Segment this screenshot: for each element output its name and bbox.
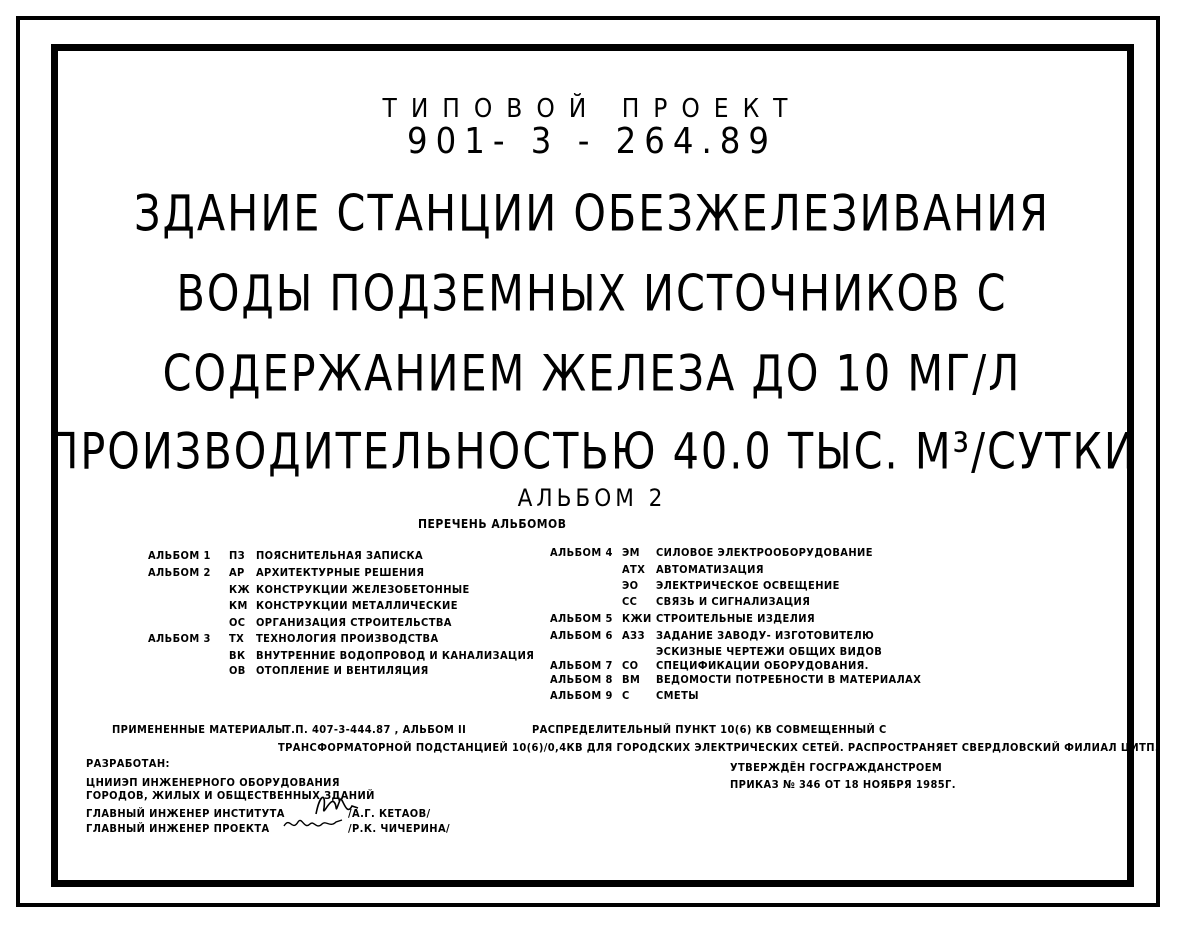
- list-code: ЭО: [622, 579, 639, 592]
- list-text: ПОЯСНИТЕЛЬНАЯ ЗАПИСКА: [256, 549, 424, 562]
- list-text: ЭЛЕКТРИЧЕСКОЕ ОСВЕЩЕНИЕ: [656, 579, 840, 592]
- list-code: СО: [622, 659, 639, 672]
- list-text: СМЕТЫ: [656, 689, 699, 702]
- list-album: АЛЬБОМ 7: [550, 659, 613, 672]
- list-album: АЛЬБОМ 9: [550, 689, 613, 702]
- title-line-1: ЗДАНИЕ СТАНЦИИ ОБЕЗЖЕЛЕЗИВАНИЯ: [134, 183, 1050, 243]
- list-text: ЗАДАНИЕ ЗАВОДУ- ИЗГОТОВИТЕЛЮ: [656, 629, 875, 642]
- list-album: АЛЬБОМ 8: [550, 673, 613, 686]
- list-code: КМ: [229, 599, 248, 612]
- list-album: АЛЬБОМ 6: [550, 629, 613, 642]
- list-code: С: [622, 689, 630, 702]
- title-line-3: СОДЕРЖАНИЕМ ЖЕЛЕЗА ДО 10 МГ/Л: [162, 343, 1022, 403]
- project-number: 901- 3 - 264.89: [407, 121, 777, 162]
- list-album: АЛЬБОМ 4: [550, 546, 613, 559]
- list-code: ОС: [229, 616, 246, 629]
- list-text: ТЕХНОЛОГИЯ ПРОИЗВОДСТВА: [256, 632, 439, 645]
- list-code: АР: [229, 566, 245, 579]
- list-text: ЭСКИЗНЫЕ ЧЕРТЕЖИ ОБЩИХ ВИДОВ: [656, 645, 883, 658]
- list-code: КЖИ: [622, 612, 652, 625]
- list-text: ВЕДОМОСТИ ПОТРЕБНОСТИ В МАТЕРИАЛАХ: [656, 673, 922, 686]
- list-code: КЖ: [229, 583, 251, 596]
- approved-line-1: УТВЕРЖДЁН ГОСГРАЖДАНСТРОЕМ: [730, 761, 943, 774]
- list-text: СПЕЦИФИКАЦИИ ОБОРУДОВАНИЯ.: [656, 659, 869, 672]
- list-code: АЗЗ: [622, 629, 645, 642]
- developed-label: РАЗРАБОТАН:: [86, 757, 170, 770]
- list-code: ЭМ: [622, 546, 640, 559]
- list-text: ВНУТРЕННИЕ ВОДОПРОВОД И КАНАЛИЗАЦИЯ: [256, 649, 535, 662]
- list-code: ОВ: [229, 664, 246, 677]
- materials-label: ПРИМЕНЕННЫЕ МАТЕРИАЛЫ:: [112, 723, 290, 736]
- list-text: ОТОПЛЕНИЕ И ВЕНТИЛЯЦИЯ: [256, 664, 429, 677]
- list-text: СВЯЗЬ И СИГНАЛИЗАЦИЯ: [656, 595, 811, 608]
- materials-line-2: ТРАНСФОРМАТОРНОЙ ПОДСТАНЦИЕЙ 10(6)/0,4КВ ДЛЯ ГОРОДСКИХ ЭЛЕКТРИЧЕСКИХ СЕТЕЙ. РАСПРОСТРАНЯЕТ СВЕРДЛОВСКИЙ ФИЛИАЛ ЦИТП.: [278, 741, 1160, 754]
- chief-project-name: /Р.К. ЧИЧЕРИНА/: [348, 822, 451, 835]
- list-album: АЛЬБОМ 2: [148, 566, 211, 579]
- developed-org-2: ГОРОДОВ, ЖИЛЫХ И ОБЩЕСТВЕННЫХ ЗДАНИЙ: [86, 789, 375, 802]
- list-album: АЛЬБОМ 5: [550, 612, 613, 625]
- list-text: ОРГАНИЗАЦИЯ СТРОИТЕЛЬСТВА: [256, 616, 452, 629]
- list-code: ВМ: [622, 673, 641, 686]
- signature-chief-project: [282, 812, 344, 836]
- chief-institute-name: /А.Г. КЕТАОВ/: [348, 807, 431, 820]
- list-text: КОНСТРУКЦИИ ЖЕЛЕЗОБЕТОННЫЕ: [256, 583, 470, 596]
- list-title: ПЕРЕЧЕНЬ АЛЬБОМОВ: [418, 517, 567, 531]
- materials-value: Т.П. 407-3-444.87 , АЛЬБОМ II: [284, 723, 467, 736]
- title-line-4: ПРОИЗВОДИТЕЛЬНОСТЬЮ 40.0 ТЫС. М³/СУТКИ: [47, 421, 1137, 481]
- chief-project-label: ГЛАВНЫЙ ИНЖЕНЕР ПРОЕКТА: [86, 822, 270, 835]
- list-text: АВТОМАТИЗАЦИЯ: [656, 563, 764, 576]
- list-text: КОНСТРУКЦИИ МЕТАЛЛИЧЕСКИЕ: [256, 599, 458, 612]
- list-code: СС: [622, 595, 638, 608]
- materials-rest: РАСПРЕДЕЛИТЕЛЬНЫЙ ПУНКТ 10(6) КВ СОВМЕЩЕННЫЙ С: [532, 723, 887, 736]
- type-project-label: ТИПОВОЙ ПРОЕКТ: [382, 94, 802, 124]
- list-album: АЛЬБОМ 3: [148, 632, 211, 645]
- title-line-2: ВОДЫ ПОДЗЕМНЫХ ИСТОЧНИКОВ С: [176, 263, 1008, 323]
- album-label: АЛЬБОМ 2: [517, 484, 667, 512]
- approved-line-2: ПРИКАЗ № 346 ОТ 18 НОЯБРЯ 1985Г.: [730, 778, 956, 791]
- chief-institute-label: ГЛАВНЫЙ ИНЖЕНЕР ИНСТИТУТА: [86, 807, 285, 820]
- list-code: ВК: [229, 649, 246, 662]
- list-text: АРХИТЕКТУРНЫЕ РЕШЕНИЯ: [256, 566, 425, 579]
- list-code: ТХ: [229, 632, 245, 645]
- list-code: АТХ: [622, 563, 646, 576]
- list-album: АЛЬБОМ 1: [148, 549, 211, 562]
- developed-org-1: ЦНИИЭП ИНЖЕНЕРНОГО ОБОРУДОВАНИЯ: [86, 776, 340, 789]
- list-code: ПЗ: [229, 549, 246, 562]
- list-text: СТРОИТЕЛЬНЫЕ ИЗДЕЛИЯ: [656, 612, 815, 625]
- list-text: СИЛОВОЕ ЭЛЕКТРООБОРУДОВАНИЕ: [656, 546, 873, 559]
